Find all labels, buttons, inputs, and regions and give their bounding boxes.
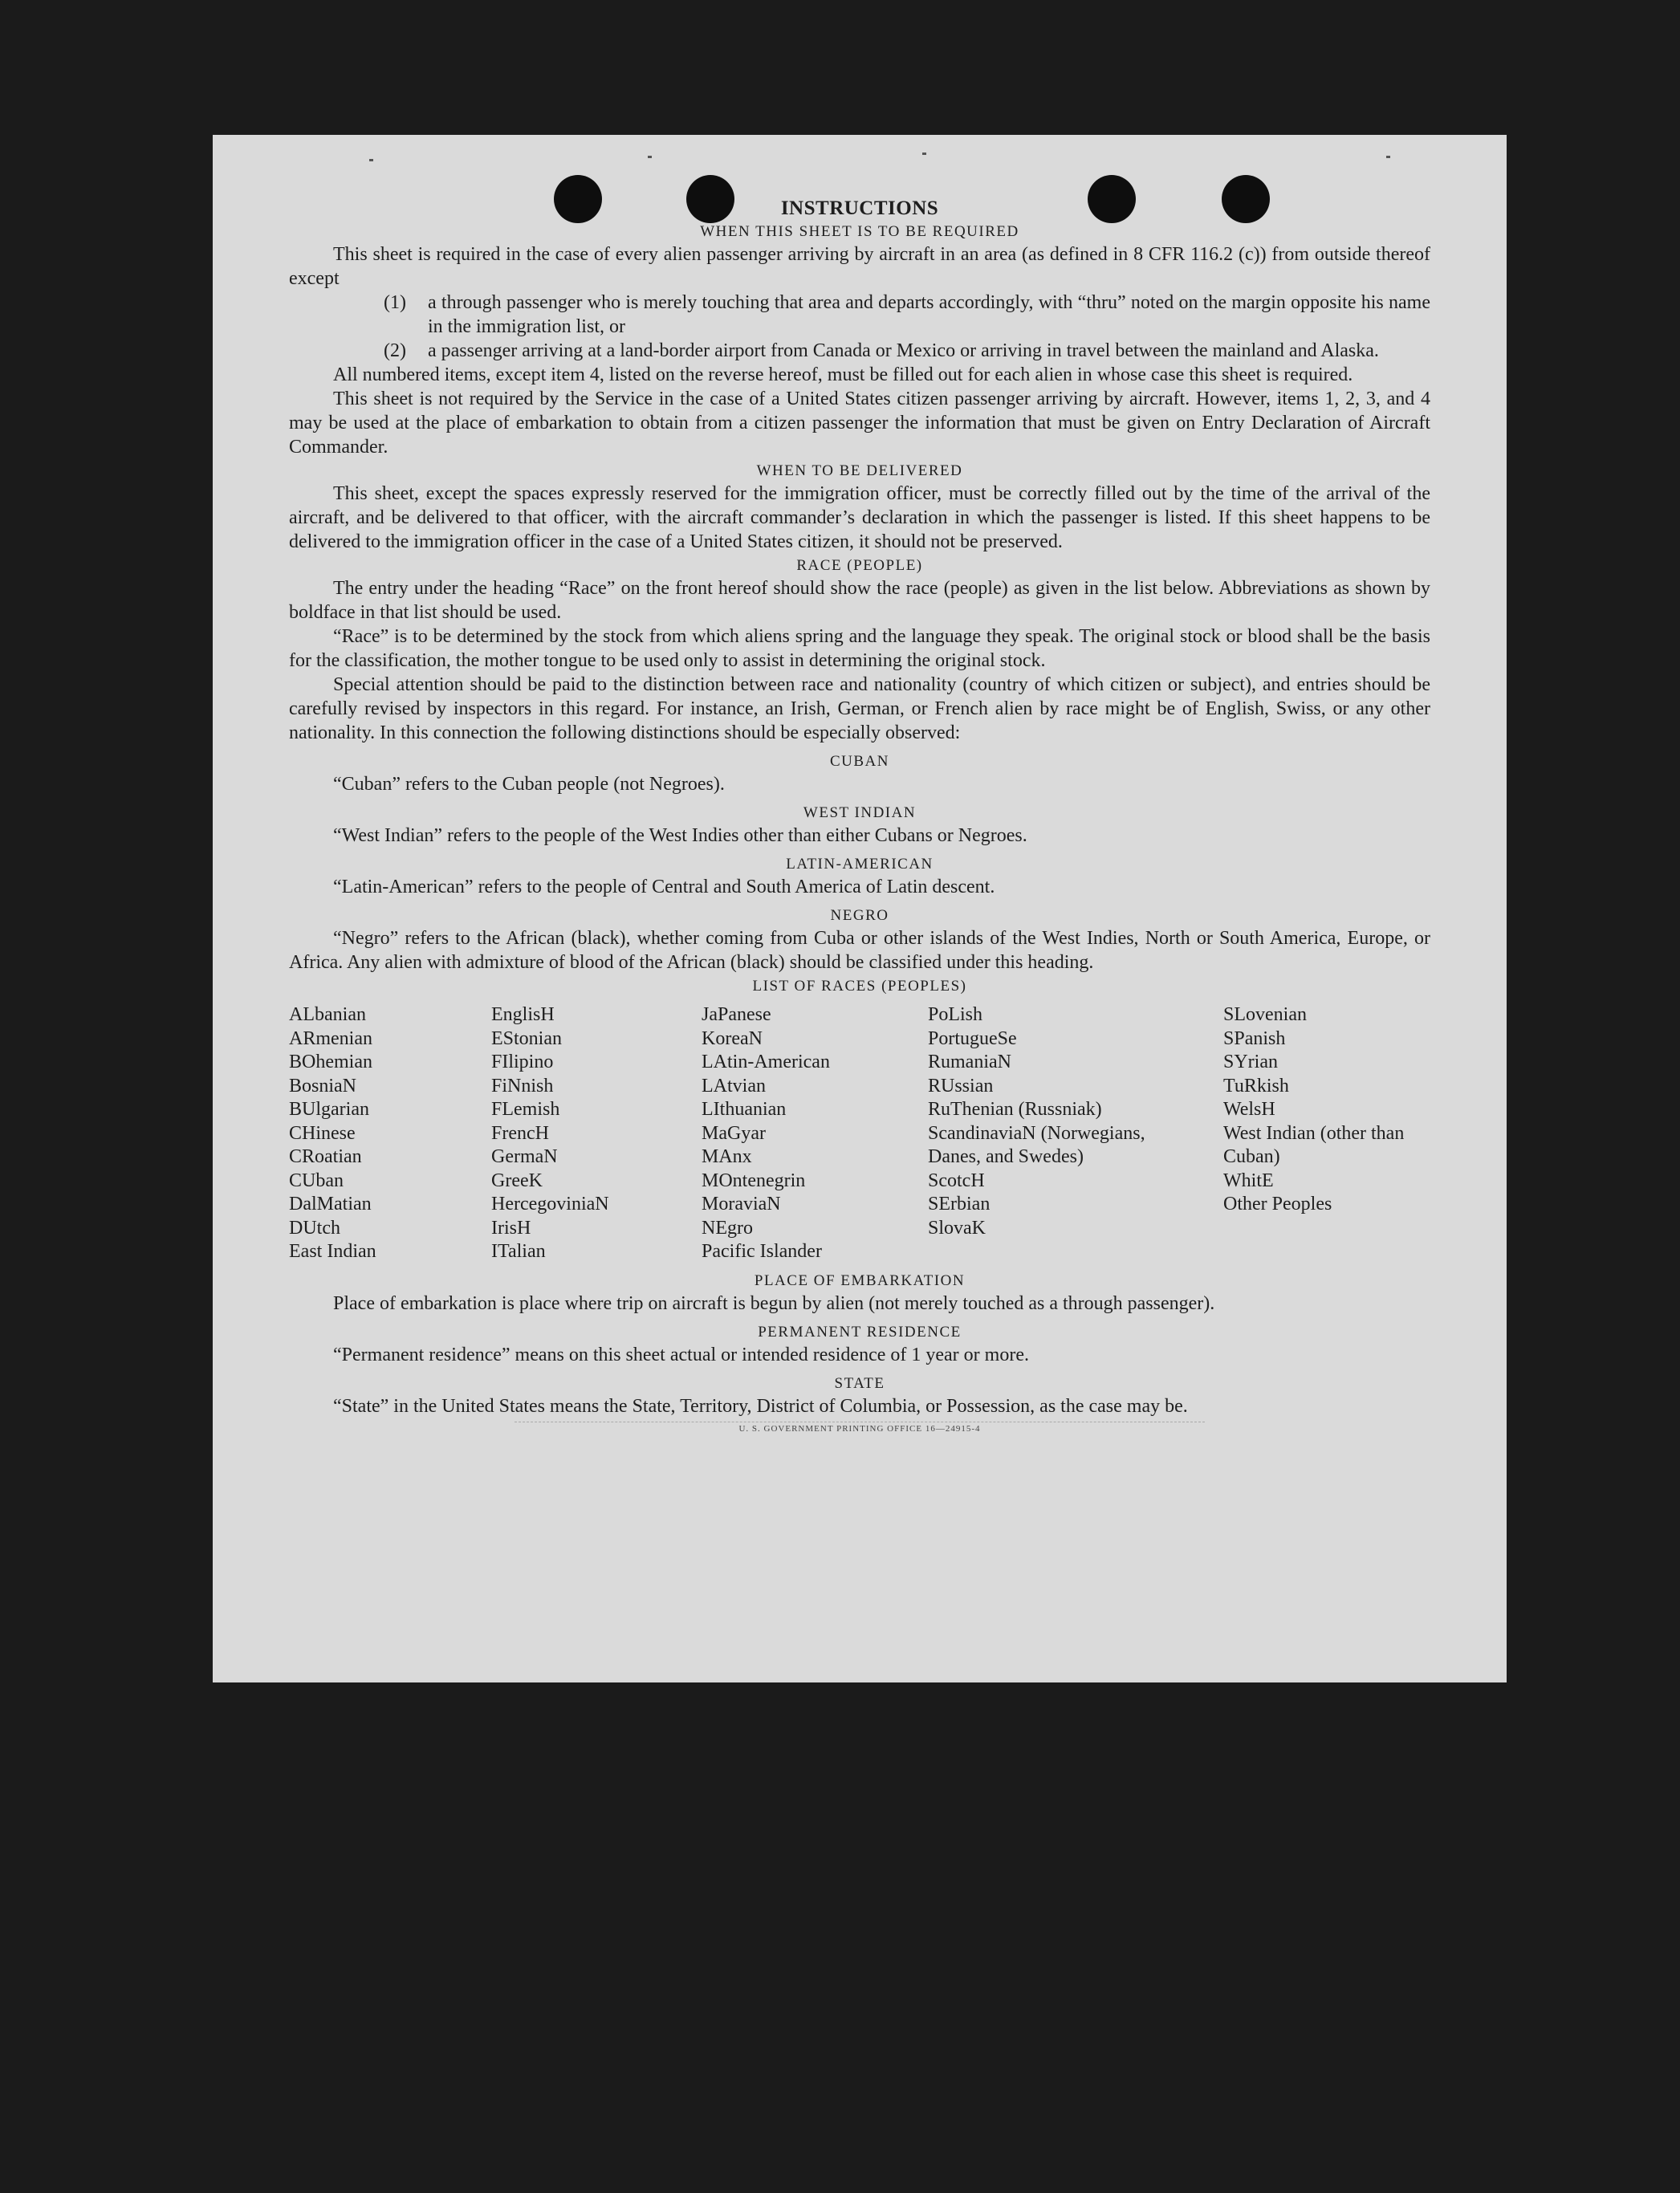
race-item: SLovenian: [1223, 1004, 1307, 1025]
paragraph: “Latin-American” refers to the people of Central and South America of Latin descent.: [333, 877, 995, 897]
race-item: RuThenian (Russniak): [928, 1099, 1102, 1120]
race-item: CUban: [289, 1170, 344, 1191]
race-item: WhitE: [1223, 1170, 1274, 1191]
race-item: LAtvian: [702, 1075, 766, 1096]
race-item: BUlgarian: [289, 1099, 369, 1120]
paragraph: The entry under the heading “Race” on the front hereof should show the race (people) as given in the list below. Abbreviations as shown by boldface in that list should be used.: [289, 578, 1430, 623]
section-heading: WEST INDIAN: [803, 804, 917, 821]
race-item: ScandinaviaN (Norwegians, Danes, and Swedes): [928, 1122, 1145, 1167]
race-item: GermaN: [491, 1146, 558, 1167]
item-number: (1): [384, 292, 406, 313]
race-item: PoLish: [928, 1004, 983, 1025]
punch-hole: [1088, 175, 1136, 223]
race-item: SYrian: [1223, 1052, 1278, 1072]
paragraph: “Cuban” refers to the Cuban people (not Negroes).: [333, 774, 725, 795]
race-item: GreeK: [491, 1170, 543, 1191]
punch-hole: [686, 175, 734, 223]
section-heading: CUBAN: [829, 753, 889, 770]
race-column: [1223, 1003, 1432, 1264]
race-item: DalMatian: [289, 1194, 372, 1214]
race-list: [289, 1003, 1430, 1264]
race-item: WelsH: [1223, 1099, 1275, 1120]
section-heading: LATIN-AMERICAN: [786, 856, 934, 873]
race-item: CHinese: [289, 1122, 356, 1144]
section-heading: RACE (PEOPLE): [796, 557, 923, 574]
race-item: MOntenegrin: [702, 1170, 806, 1191]
race-item: NEgro: [702, 1217, 753, 1239]
race-item: SlovaK: [928, 1217, 986, 1239]
section-heading: NEGRO: [830, 907, 889, 924]
section-heading: WHEN THIS SHEET IS TO BE REQUIRED: [700, 223, 1019, 240]
race-item: SErbian: [928, 1194, 991, 1214]
item-number: (2): [384, 340, 406, 361]
paragraph: This sheet is not required by the Service in the case of a United States citizen passenger arriving by aircraft. However, items 1, 2, 3, and 4 may be used at the place of embarkation to obtain from a citizen passenger the information that must be given on Entry Declaration of Aircraft Commander.: [289, 389, 1430, 458]
item-text: a passenger arriving at a land-border airport from Canada or Mexico or arriving in travel between the mainland and Alaska.: [428, 340, 1379, 361]
race-item: JaPanese: [702, 1004, 771, 1025]
instructions-title: INSTRUCTIONS: [780, 197, 939, 219]
race-item: BOhemian: [289, 1052, 372, 1072]
race-item: FiNnish: [491, 1075, 554, 1096]
paragraph: Special attention should be paid to the distinction between race and nationality (country of which citizen or subject), and entries should be carefully revised by inspectors in this regard. For instance, an Irish, German, or French alien by race might be of English, Swiss, or any other nationality. In this connection the following distinctions should be especially observed:: [289, 674, 1430, 743]
speck: [648, 156, 652, 158]
printer-imprint: U. S. GOVERNMENT PRINTING OFFICE 16—24915-4: [515, 1422, 1205, 1434]
paragraph: “Negro” refers to the African (black), whether coming from Cuba or other islands of the West Indies, North or South America, Europe, or Africa. Any alien with admixture of blood of the African (black) should be classified under this heading.: [289, 928, 1430, 973]
section-heading: STATE: [834, 1374, 885, 1392]
paragraph: “State” in the United States means the State, Territory, District of Columbia, or Possession, as the case may be.: [333, 1395, 1188, 1417]
speck: [369, 159, 373, 161]
race-item: MAnx: [702, 1146, 752, 1167]
paragraph: This sheet is required in the case of every alien passenger arriving by aircraft in an area (as defined in 8 CFR 116.2 (c)) from outside thereof except: [289, 244, 1430, 289]
race-item: LIthuanian: [702, 1099, 787, 1120]
instruction-sheet: [213, 135, 1507, 1682]
race-item: HercegoviniaN: [491, 1194, 609, 1214]
section-heading: LIST OF RACES (PEOPLES): [752, 978, 967, 995]
race-item: MaGyar: [702, 1122, 766, 1144]
race-item: ARmenian: [289, 1027, 372, 1049]
race-column: [289, 1003, 491, 1264]
race-item: IrisH: [491, 1217, 531, 1239]
section-heading: PERMANENT RESIDENCE: [758, 1323, 962, 1341]
race-item: Other Peoples: [1223, 1194, 1332, 1214]
race-item: TuRkish: [1223, 1075, 1289, 1096]
race-column: [928, 1003, 1223, 1264]
race-item: DUtch: [289, 1217, 340, 1239]
paragraph: “Race” is to be determined by the stock from which aliens spring and the language they speak. The original stock or blood shall be the basis for the classification, the mother tongue to be used only to assist in determining the original stock.: [289, 626, 1430, 671]
race-item: Pacific Islander: [702, 1241, 822, 1262]
punch-hole: [1222, 175, 1270, 223]
paragraph: “West Indian” refers to the people of the West Indies other than either Cubans or Negroes.: [333, 825, 1027, 846]
race-item: EStonian: [491, 1027, 562, 1049]
race-item: FLemish: [491, 1099, 560, 1120]
speck: [922, 153, 926, 155]
race-item: FIlipino: [491, 1052, 554, 1072]
speck: [1386, 156, 1390, 158]
race-item: ITalian: [491, 1241, 546, 1262]
race-item: PortugueSe: [928, 1027, 1017, 1049]
item-text: a through passenger who is merely touching that area and departs accordingly, with “thru” noted on the margin opposite his name in the immigration list, or: [428, 292, 1430, 337]
paragraph: This sheet, except the spaces expressly reserved for the immigration officer, must be correctly filled out by the time of the arrival of the aircraft, and be delivered to that officer, with the aircraft commander’s declaration in which the passenger is listed. If this sheet happens to be delivered to the immigration officer in the case of a United States citizen, it should not be preserved.: [289, 483, 1430, 552]
race-item: BosniaN: [289, 1075, 356, 1096]
race-item: RumaniaN: [928, 1052, 1011, 1072]
race-item: East Indian: [289, 1241, 376, 1262]
paragraph: All numbered items, except item 4, listed on the reverse hereof, must be filled out for each alien in whose case this sheet is required.: [333, 364, 1353, 385]
punch-hole: [554, 175, 602, 223]
race-column: [702, 1003, 928, 1264]
race-item: RUssian: [928, 1075, 994, 1096]
race-item: FrencH: [491, 1122, 549, 1144]
race-item: MoraviaN: [702, 1194, 781, 1214]
paragraph: Place of embarkation is place where trip on aircraft is begun by alien (not merely touched as a through passenger).: [333, 1292, 1215, 1314]
race-item: West Indian (other than Cuban): [1223, 1122, 1405, 1167]
race-item: LAtin-American: [702, 1052, 830, 1072]
section-heading: PLACE OF EMBARKATION: [754, 1271, 966, 1289]
section-heading: WHEN TO BE DELIVERED: [756, 462, 963, 479]
race-item: ScotcH: [928, 1170, 985, 1191]
paragraph: “Permanent residence” means on this sheet actual or intended residence of 1 year or more.: [333, 1344, 1029, 1365]
race-item: ALbanian: [289, 1004, 366, 1025]
race-item: KoreaN: [702, 1027, 763, 1049]
race-column: [491, 1003, 702, 1264]
race-item: CRoatian: [289, 1146, 362, 1167]
race-item: EnglisH: [491, 1004, 555, 1025]
race-item: SPanish: [1223, 1027, 1286, 1049]
list-item: [289, 339, 1430, 363]
list-item: [289, 291, 1430, 339]
